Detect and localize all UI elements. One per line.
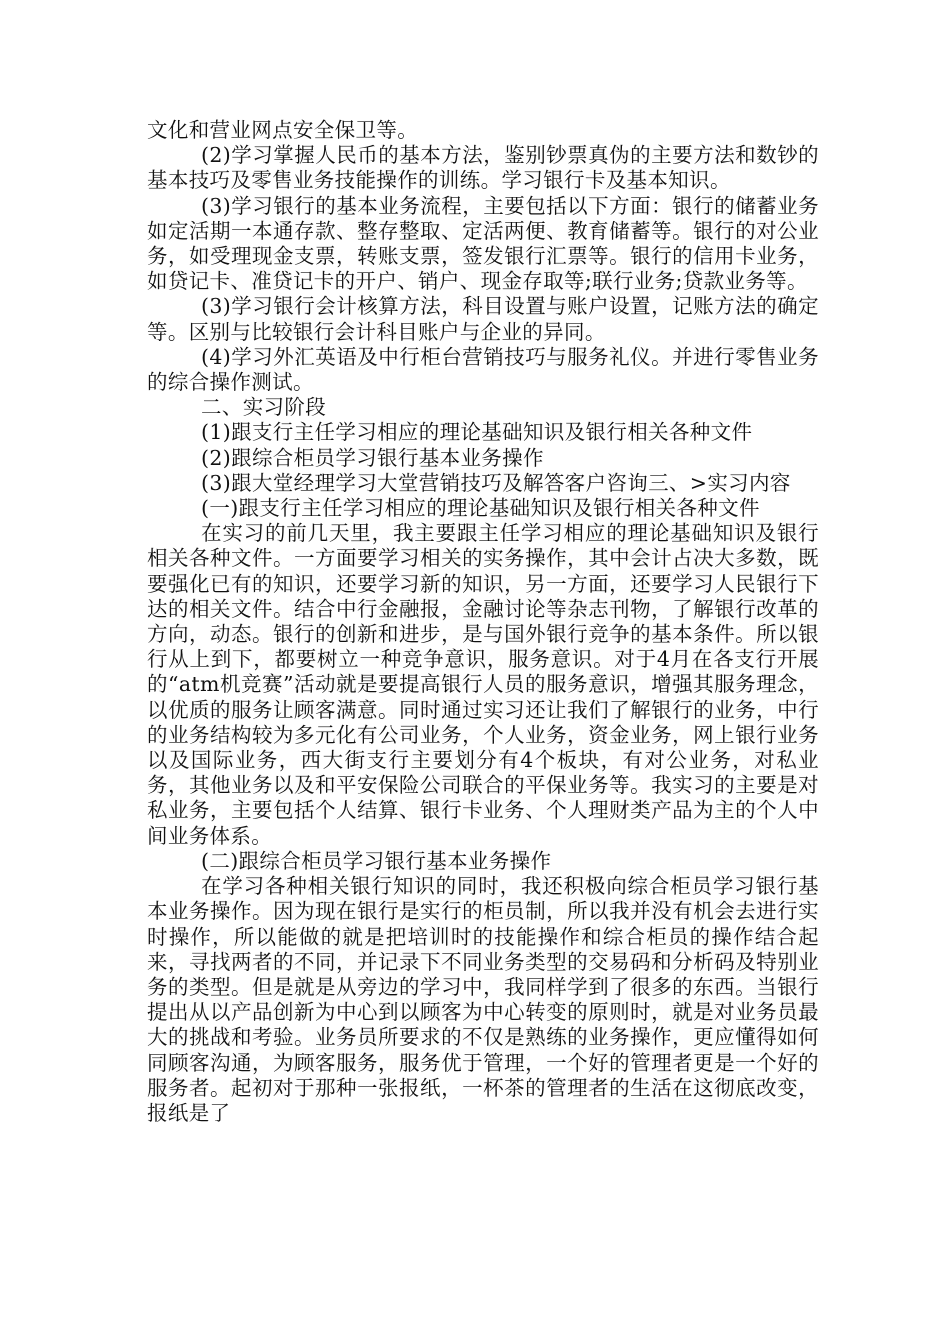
paragraph-4: (3)学习银行会计核算方法，科目设置与账户设置，记账方法的确定等。区别与比较银行会计科目账户与企业的异同。 [147, 294, 819, 344]
subsection-heading-1: (一)跟支行主任学习相应的理论基础知识及银行相关各种文件 [201, 496, 760, 521]
paragraph-11: 在实习的前几天里，我主要跟主任学习相应的理论基础知识及银行相关各种文件。一方面要学习相关的实务操作，其中会计占决大多数，既要强化已有的知识，还要学习新的知识，另一方面，还要学习人民银行下达的相关文件。结合中行金融报，金融讨论等杂志刊物，了解银行改革的方向，动态。银行的创新和进步，是与国外银行竞争的基本条件。所以银行从上到下，都要树立一种竞争意识，服务意识。对于4月在各支行开展的“atm机竞赛”活动就是要提高银行人员的服务意识，增强其服务理念，以优质的服务让顾客满意。同时通过实习还让我们了解银行的业务，中行的业务结构较为多元化有公司业务，个人业务，资金业务，网上银行业务以及国际业务，西大街支行主要划分有4个板块，有对公业务，对私业务，其他业务以及和平安保险公司联合的平保业务等。我实习的主要是对私业务，主要包括个人结算、银行卡业务、个人理财类产品为主的个人中间业务体系。 [147, 521, 819, 848]
section-heading-2: 二、实习阶段 [201, 395, 327, 420]
paragraph-7: (1)跟支行主任学习相应的理论基础知识及银行相关各种文件 [201, 420, 753, 445]
paragraph-2: (2)学习掌握人民币的基本方法，鉴别钞票真伪的主要方法和数钞的基本技巧及零售业务技能操作的训练。学习银行卡及基本知识。 [147, 143, 819, 193]
paragraph-5: (4)学习外汇英语及中行柜台营销技巧与服务礼仪。并进行零售业务的综合操作测试。 [147, 344, 819, 395]
paragraph-1: 文化和营业网点安全保卫等。 [147, 118, 419, 142]
paragraph-8: (2)跟综合柜员学习银行基本业务操作 [201, 445, 544, 470]
document-body [147, 118, 819, 1126]
paragraph-13: 在学习各种相关银行知识的同时，我还积极向综合柜员学习银行基本业务操作。因为现在银行是实行的柜员制，所以我并没有机会去进行实时操作，所以能做的就是把培训时的技能操作和综合柜员的操作结合起来，寻找两者的不同，并记录下不同业务类型的交易码和分析码及特别业务的类型。但是就是从旁边的学习中，我同样学到了很多的东西。当银行提出从以产品创新为中心到以顾客为中心转变的原则时，就是对业务员最大的挑战和考验。业务员所要求的不仅是熟练的业务操作，更应懂得如何同顾客沟通，为顾客服务，服务优于管理，一个好的管理者更是一个好的服务者。起初对于那种一张报纸，一杯茶的管理者的生活在这彻底改变，报纸是了 [147, 874, 819, 1125]
subsection-heading-2: (二)跟综合柜员学习银行基本业务操作 [201, 848, 552, 873]
paragraph-9: (3)跟大堂经理学习大堂营销技巧及解答客户咨询三、>实习内容 [201, 470, 791, 495]
paragraph-3: (3)学习银行的基本业务流程，主要包括以下方面：银行的储蓄业务如定活期一本通存款、整存整取、定活两便、教育储蓄等。银行的对公业务，如受理现金支票，转账支票，签发银行汇票等。银行的信用卡业务，如贷记卡、准贷记卡的开户、销户、现金存取等;联行业务;贷款业务等。 [147, 193, 819, 294]
